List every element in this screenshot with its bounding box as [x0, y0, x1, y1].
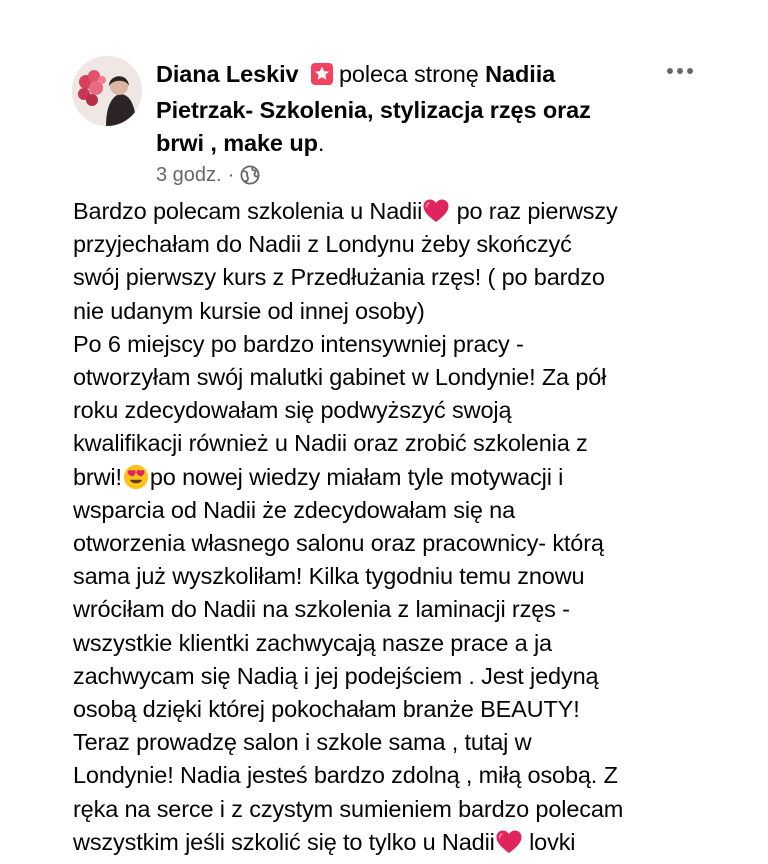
body-line-text: przyjechałam do Nadii z Londynu żeby skończyć — [73, 231, 572, 258]
body-line-text: Londynie! Nadia jesteś bardzo zdolną , miłą osobą. Z — [73, 762, 618, 789]
body-line — [73, 759, 713, 792]
body-line — [73, 427, 713, 460]
body-line — [73, 693, 713, 726]
timestamp[interactable]: 3 godz. — [156, 164, 222, 186]
body-line-text: po nowej wiedzy miałam tyle motywacji i — [149, 463, 564, 490]
body-line — [73, 361, 713, 394]
recommends-text: poleca stronę — [338, 61, 479, 87]
body-line-text: wsparcia od Nadii że zdecydowałam się na — [73, 496, 516, 523]
heart-eyes-emoji-icon — [122, 464, 150, 490]
body-line — [73, 494, 713, 527]
body-line — [73, 560, 713, 593]
body-line-text: wróciłam do Nadii na szkolenia z laminacji rzęs - — [73, 596, 570, 623]
body-line-text: nie udanym kursie od innej osoby) — [73, 297, 425, 324]
body-line-text: Teraz prowadzę salon i szkole sama , tutaj w — [73, 729, 532, 756]
body-line — [73, 328, 713, 361]
body-line-text: po raz pierwszy — [450, 198, 618, 224]
body-line — [73, 228, 713, 261]
body-line — [73, 627, 713, 660]
body-line-text: otworzenia własnego salonu oraz pracownicy- którą — [73, 530, 604, 557]
page-name-line2[interactable]: Pietrzak- Szkolenia, stylizacja rzęs oraz — [156, 97, 591, 123]
separator: · — [227, 164, 235, 186]
body-line-text: lovki — [522, 828, 576, 855]
body-line — [73, 793, 713, 826]
body-line-text: Bardzo polecam szkolenia u Nadii — [73, 198, 423, 224]
heart-emoji-icon — [495, 829, 523, 855]
body-line-text: brwi! — [73, 463, 122, 490]
avatar[interactable] — [72, 56, 142, 126]
body-line-text: zachwycam się Nadią i jej podejściem . Jest jedyną — [73, 662, 599, 689]
page-name-line3[interactable]: brwi , make up — [156, 130, 318, 156]
body-line-text: osobą dzięki której pokochałam branże BEAUTY! — [73, 696, 580, 723]
body-line — [73, 593, 713, 626]
recommendation-star-icon — [311, 61, 333, 94]
body-line — [73, 261, 713, 294]
more-options-button[interactable] — [662, 58, 698, 84]
post-meta — [156, 161, 260, 189]
body-line — [73, 295, 713, 328]
body-line-text: wszystkie klientki zachwycają nasze prace a ja — [73, 629, 552, 656]
globe-icon[interactable] — [240, 165, 260, 185]
more-options-icon — [667, 68, 673, 74]
heart-emoji-icon — [422, 198, 450, 224]
author-name[interactable]: Diana Leskiv — [156, 61, 299, 87]
body-line — [73, 394, 713, 427]
body-line — [73, 527, 713, 560]
post-body — [73, 195, 713, 859]
page-name-line1[interactable]: Nadiia — [485, 61, 556, 87]
body-line-text: swój pierwszy kurs z Przedłużania rzęs! ( po bardzo — [73, 264, 605, 291]
body-line-text: otworzyłam swój malutki gabinet w Londynie! Za pół — [73, 364, 607, 391]
body-line-text: wszystkim jeśli szkolić się to tylko u Nadii — [73, 828, 495, 855]
body-line-text: roku zdecydowałam się podwyższyć swoją — [73, 397, 512, 424]
body-line-text: Po 6 miejscy po bardzo intensywniej pracy - — [73, 330, 524, 357]
post-header — [156, 58, 646, 160]
body-line — [73, 195, 713, 228]
body-line-text: ręka na serce i z czystym sumieniem bardzo polecam — [73, 795, 624, 822]
body-line — [73, 826, 713, 859]
body-line-text: sama już wyszkoliłam! Kilka tygodniu temu znowu — [73, 563, 585, 590]
body-line — [73, 660, 713, 693]
body-line — [73, 726, 713, 759]
body-line-text: kwalifikacji również u Nadii oraz zrobić szkolenia z — [73, 430, 588, 457]
body-line — [73, 461, 713, 494]
page-name-suffix: . — [317, 130, 325, 156]
